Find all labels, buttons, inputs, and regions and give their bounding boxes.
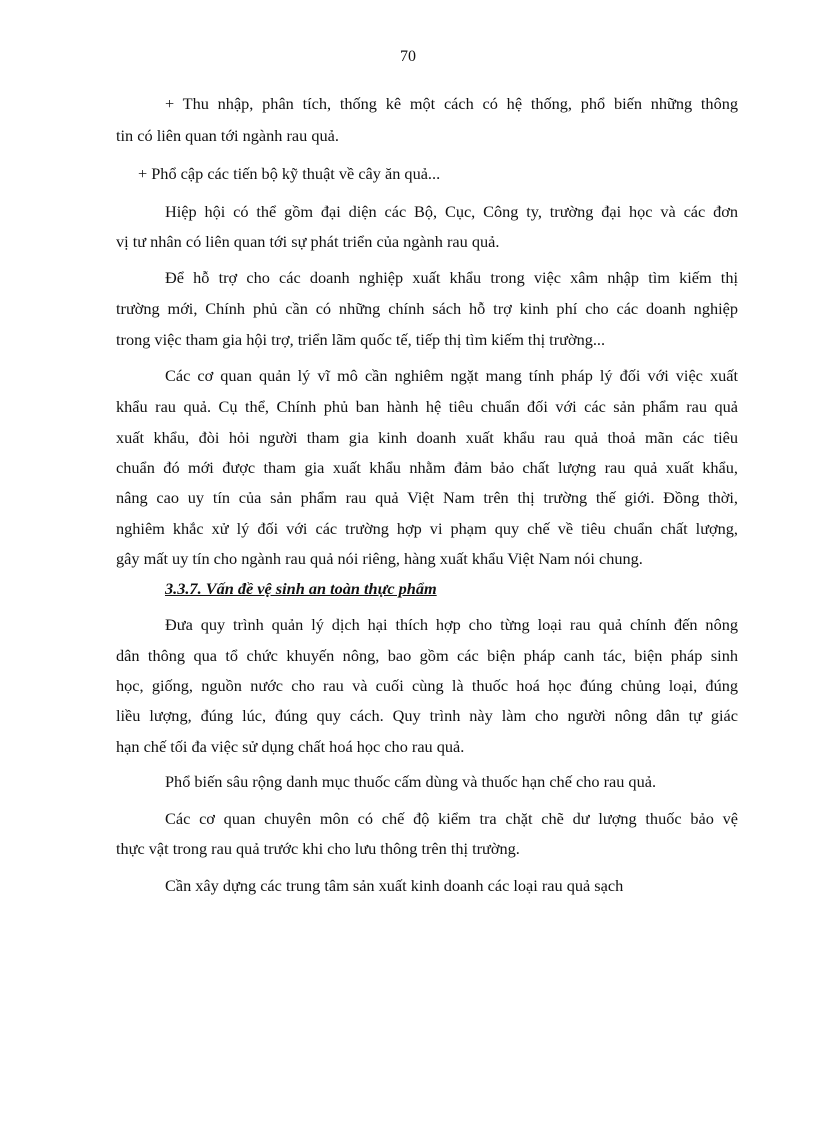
text-line: Cần xây dựng các trung tâm sản xuất kinh doanh các loại rau quả sạch xyxy=(165,876,624,895)
text-line: xuất khẩu, đòi hỏi người tham gia kinh doanh xuất khẩu rau quả thoả mãn các tiêu xyxy=(116,428,738,447)
text-line: dân thông qua tổ chức khuyến nông, bao gồm các biện pháp canh tác, biện pháp sinh xyxy=(116,646,738,665)
text-line: chuẩn đó mới được tham gia xuất khẩu nhằm đảm bảo chất lượng rau quả xuất khẩu, xyxy=(116,458,738,477)
text-line: liều lượng, đúng lúc, đúng quy cách. Quy trình này làm cho người nông dân tự giác xyxy=(116,706,738,725)
text-line: Đưa quy trình quản lý dịch hại thích hợp cho từng loại rau quả chính đến nông xyxy=(165,615,738,634)
text-line: nâng cao uy tín của sản phẩm rau quả Việt Nam trên thị trường thế giới. Đồng thời, xyxy=(116,488,738,507)
text-line: vị tư nhân có liên quan tới sự phát triển của ngành rau quả. xyxy=(116,232,500,251)
text-line: + Thu nhập, phân tích, thống kê một cách có hệ thống, phổ biến những thông xyxy=(165,94,738,113)
section-heading: 3.3.7. Vấn đề vệ sinh an toàn thực phẩm xyxy=(165,579,437,598)
text-line: trong việc tham gia hội trợ, triển lãm quốc tế, tiếp thị tìm kiếm thị trường... xyxy=(116,330,606,349)
text-line: Phổ biến sâu rộng danh mục thuốc cấm dùng và thuốc hạn chế cho rau quả. xyxy=(165,772,657,791)
text-line: Các cơ quan quản lý vĩ mô cần nghiêm ngặt mang tính pháp lý đối với việc xuất xyxy=(165,366,738,385)
text-line: Hiệp hội có thể gồm đại diện các Bộ, Cục, Công ty, trường đại học và các đơn xyxy=(165,202,738,221)
text-line: nghiêm khắc xử lý đối với các trường hợp vi phạm quy chế về tiêu chuẩn chất lượng, xyxy=(116,519,738,538)
text-line: học, giống, nguồn nước cho rau và cuối cùng là thuốc hoá học đúng chủng loại, đúng xyxy=(116,676,738,695)
text-line: + Phổ cập các tiến bộ kỹ thuật về cây ăn quả... xyxy=(138,164,441,183)
text-line: Để hỗ trợ cho các doanh nghiệp xuất khẩu trong việc xâm nhập tìm kiếm thị xyxy=(165,268,738,287)
text-line: tin có liên quan tới ngành rau quả. xyxy=(116,126,339,145)
text-line: thực vật trong rau quả trước khi cho lưu thông trên thị trường. xyxy=(116,839,520,858)
text-line: trường mới, Chính phủ cần có những chính sách hỗ trợ kinh phí cho các doanh nghiệp xyxy=(116,299,738,318)
text-line: khẩu rau quả. Cụ thể, Chính phủ ban hành hệ tiêu chuẩn đối với các sản phẩm rau quả xyxy=(116,397,738,416)
text-line: Các cơ quan chuyên môn có chế độ kiểm tra chặt chẽ dư lượng thuốc bảo vệ xyxy=(165,809,738,828)
page-number: 70 xyxy=(400,48,416,65)
text-line: gây mất uy tín cho ngành rau quả nói riêng, hàng xuất khẩu Việt Nam nói chung. xyxy=(116,549,643,568)
text-line: hạn chế tối đa việc sử dụng chất hoá học cho rau quả. xyxy=(116,737,465,756)
